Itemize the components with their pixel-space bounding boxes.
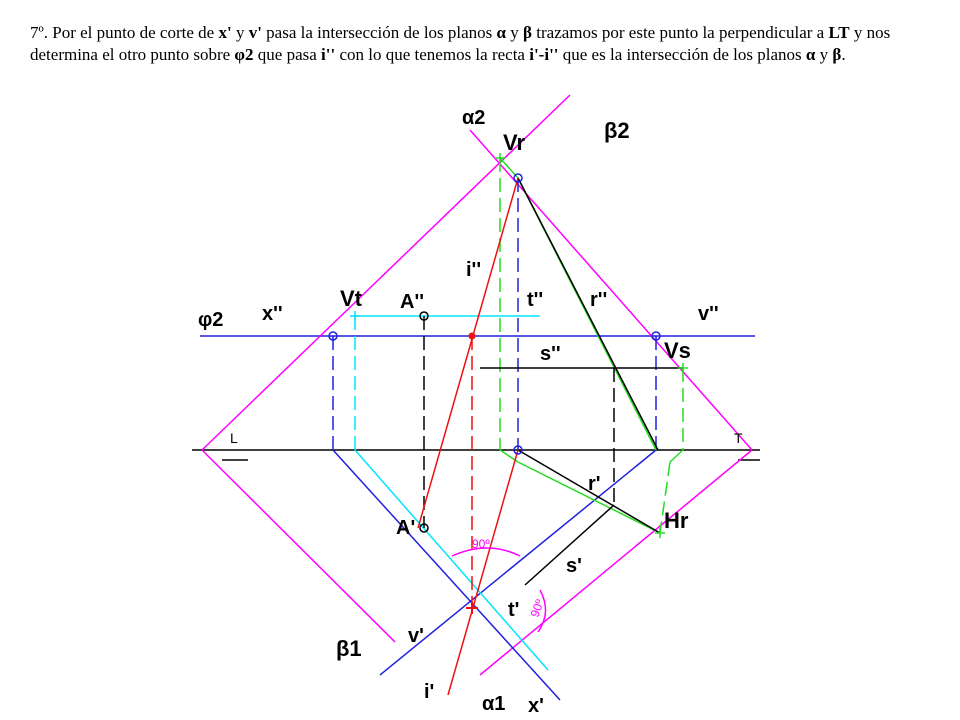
label-r2: r'' xyxy=(590,289,608,311)
label-alpha2: α2 xyxy=(462,107,486,129)
label-beta2: β2 xyxy=(604,118,630,143)
angle-label-b: 90º xyxy=(527,597,547,620)
label-x2: x'' xyxy=(262,303,283,325)
label-vr: Vr xyxy=(503,130,526,155)
label-i1: i' xyxy=(424,681,435,703)
alpha1-trace xyxy=(480,450,752,675)
caption: 7º. Por el punto de corte de x' y v' pasa la intersección de los planos α y β trazamos por este punto la perpendicular a LT y nos determina el otro punto sobre φ2 que pasa i'' con lo que tenemos la recta i'-i'' que es la intersección de los planos α y β. xyxy=(30,23,891,64)
label-l: L xyxy=(230,430,238,446)
label-a1: A' xyxy=(396,517,416,539)
label-r1: r' xyxy=(588,473,601,495)
label-vs: Vs xyxy=(664,338,691,363)
label-t1: t' xyxy=(508,599,520,621)
point-vt xyxy=(350,311,360,321)
label-i2: i'' xyxy=(466,259,482,281)
label-alpha1: α1 xyxy=(482,693,506,715)
label-v2: v'' xyxy=(698,303,719,325)
label-phi2: φ2 xyxy=(198,309,224,331)
angle-label-a: 90º xyxy=(472,537,490,551)
i2-line xyxy=(418,178,518,528)
beta1-trace xyxy=(202,450,395,642)
cyan-line-plan xyxy=(355,450,548,670)
label-beta1: β1 xyxy=(336,636,362,661)
i1-line xyxy=(448,450,518,695)
label-vt: Vt xyxy=(340,286,362,311)
r2-line xyxy=(518,178,658,450)
label-a2: A'' xyxy=(400,291,424,313)
label-x1: x' xyxy=(528,695,544,717)
label-v1: v' xyxy=(408,625,424,647)
green-vs-ground xyxy=(670,450,683,462)
label-t2: t'' xyxy=(527,289,544,311)
point-i2 xyxy=(469,333,476,340)
alpha2-trace xyxy=(470,130,752,450)
label-s2: s'' xyxy=(540,343,561,365)
x1-line xyxy=(333,450,560,700)
point-vs xyxy=(678,363,688,373)
label-hr: Hr xyxy=(664,508,689,533)
label-t: T xyxy=(734,430,743,446)
label-s1: s' xyxy=(566,555,582,577)
